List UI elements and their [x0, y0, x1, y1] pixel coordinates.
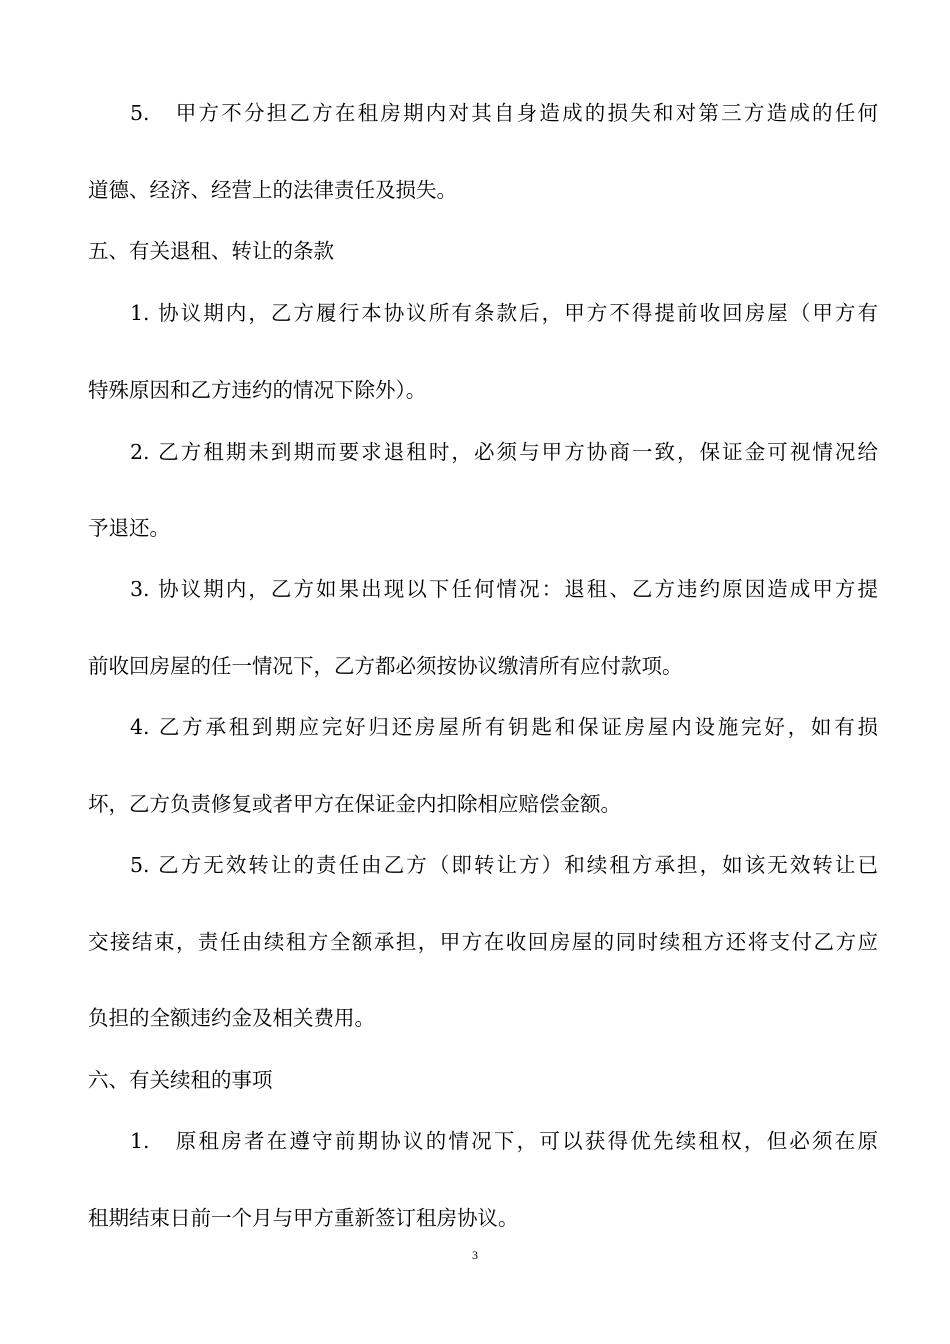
page-number: 3 — [472, 1248, 478, 1262]
paragraph-line: 4. 乙方承租到期应完好归还房屋所有钥匙和保证房屋内设施完好，如有损 — [130, 715, 878, 739]
paragraph-line: 予退还。 — [88, 516, 170, 540]
paragraph-line: 3. 协议期内，乙方如果出现以下任何情况：退租、乙方违约原因造成甲方提 — [130, 577, 878, 601]
paragraph-line: 道德、经济、经营上的法律责任及损失。 — [88, 178, 457, 202]
paragraph-line: 1. 协议期内，乙方履行本协议所有条款后，甲方不得提前收回房屋（甲方有 — [130, 301, 878, 325]
section-heading: 五、有关退租、转让的条款 — [88, 239, 334, 263]
paragraph-line: 负担的全额违约金及相关费用。 — [88, 1006, 375, 1030]
section-heading: 六、有关续租的事项 — [88, 1068, 273, 1092]
paragraph-line: 前收回房屋的任一情况下，乙方都必须按协议缴清所有应付款项。 — [88, 654, 683, 678]
paragraph-line: 特殊原因和乙方违约的情况下除外）。 — [88, 378, 427, 402]
paragraph-line: 2. 乙方租期未到期而要求退租时，必须与甲方协商一致，保证金可视情况给 — [130, 440, 878, 464]
paragraph-line: 5. 甲方不分担乙方在租房期内对其自身造成的损失和对第三方造成的任何 — [130, 101, 878, 125]
paragraph-line: 坏，乙方负责修复或者甲方在保证金内扣除相应赔偿金额。 — [88, 792, 621, 816]
paragraph-line: 1. 原租房者在遵守前期协议的情况下，可以获得优先续租权，但必须在原 — [130, 1129, 878, 1153]
paragraph-line: 租期结束日前一个月与甲方重新签订租房协议。 — [88, 1206, 519, 1230]
paragraph-line: 5. 乙方无效转让的责任由乙方（即转让方）和续租方承担，如该无效转让已 — [130, 853, 878, 877]
paragraph-line: 交接结束，责任由续租方全额承担，甲方在收回房屋的同时续租方还将支付乙方应 — [88, 930, 878, 954]
